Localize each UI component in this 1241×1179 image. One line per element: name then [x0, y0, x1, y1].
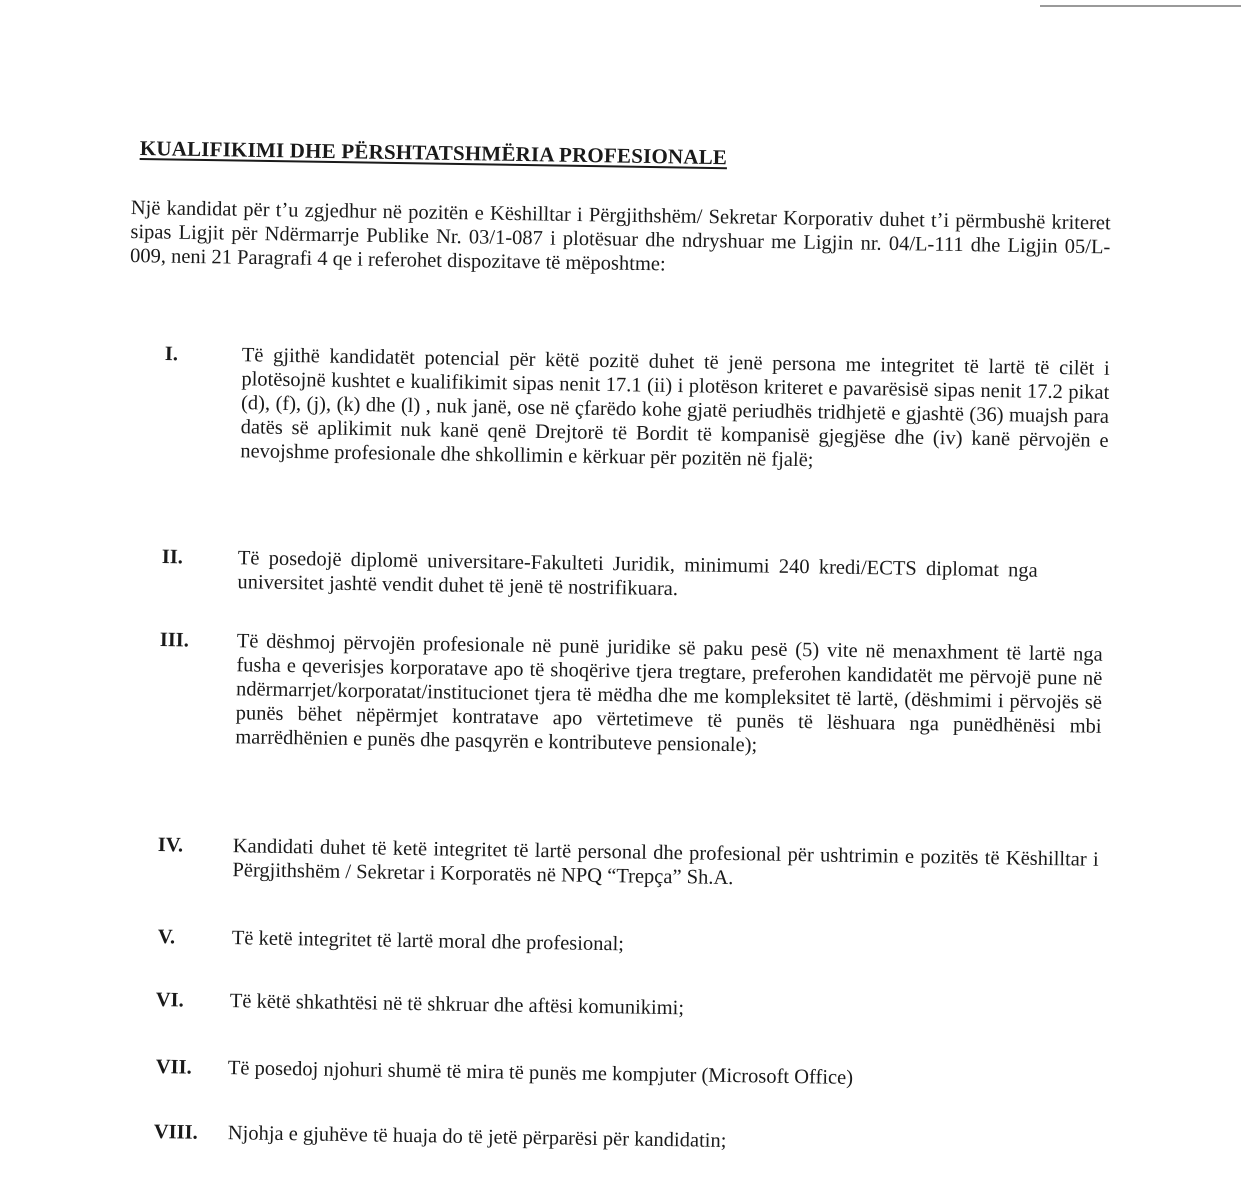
item-number: VI.	[155, 988, 184, 1012]
item-text: Të posedoj njohuri shumë të mira të punës me kompjuter (Microsoft Office)	[227, 1057, 854, 1089]
item-number: III.	[159, 628, 190, 652]
criteria-item	[157, 833, 1099, 896]
item-text: Të dëshmoj përvojën profesionale në punë juridike së paku pesë (5) vite në menaxhment të lartë nga fusha e qeverisjes korporatave apo të shoqërive tjera tregtare, preferohen kandidatët me përvojë pune në ndërmarrjet/korporatat/institucionet tjera të mëdha dhe me kompleksitet të lartë, (dëshmimi i përvojës së punës bëhet nëpërmjet kontratave apo vërtetimeve të punës të lëshuara nga punëdhënësi mbi marrëdhënien e punës dhe pasqyrën e kontributeve pensionale);	[235, 630, 1103, 757]
criteria-item	[158, 628, 1103, 763]
intro-paragraph: Një kandidat për t’u zgjedhur në pozitën e Këshilltar i Përgjithshëm/ Sekretar Korporativ duhet t’i përmbushë kriteret sipas Ligjit për Ndërmarrje Publike Nr. 03/1-087 i plotësuar dhe ndryshuar me Ligjin nr. 04/L-111 dhe Ligjin 05/L-009, neni 21 Paragrafi 4 qe i referohet dispozitave të mëposhtme:	[129, 196, 1111, 276]
criteria-item	[154, 1120, 727, 1153]
criteria-item	[161, 545, 1038, 607]
item-text: Të posedojë diplomë universitare-Fakulteti Juridik, minimumi 240 kredi/ECTS diplomat nga universitet jashtë vendit duhet të jenë të nostrifikuara.	[237, 547, 1038, 601]
item-number: V.	[157, 925, 176, 949]
document-title: KUALIFIKIMI DHE PËRSHTATSHMËRIA PROFESIONALE	[139, 136, 728, 170]
item-number: IV.	[157, 833, 184, 857]
criteria-item	[158, 925, 625, 956]
item-text: Të gjithë kandidatët potencial për këtë pozitë duhet të jenë persona me integritet të lartë të cilët i plotësojnë kushtet e kualifikimit sipas nenit 17.1 (ii) i plotëson kriteret e pavarësisë sipas nenit 17.2 pikat (d), (f), (j), (k) dhe (l) , nuk janë, ose në çfarëdo kohe gjatë periudhës tridhjetë e gjashtë (36) muajsh para datës së aplikimit nuk kanë qenë Drejtorë të Bordit të kompanisë gjegjëse dhe (iv) kanë përvojën e nevojshme profesionale dhe shkollimin e kërkuar për pozitën në fjalë;	[240, 344, 1110, 472]
criteria-item	[156, 988, 685, 1020]
criteria-item	[163, 342, 1110, 477]
item-number: II.	[161, 545, 184, 569]
item-number: I.	[164, 342, 179, 366]
item-text: Kandidati duhet të ketë integritet të lartë personal dhe profesional për ushtrimin e pozitës të Këshilltar i Përgjithshëm / Sekretar i Korporatës në NPQ “Trepça” Sh.A.	[232, 835, 1099, 890]
item-number: VII.	[155, 1055, 192, 1079]
item-number: VIII.	[153, 1120, 198, 1144]
item-text: Njohja e gjuhëve të huaja do të jetë përparësi për kandidatin;	[227, 1122, 727, 1152]
item-text: Të këtë shkathtësi në të shkruar dhe aftësi komunikimi;	[229, 990, 685, 1020]
item-text: Të ketë integritet të lartë moral dhe profesional;	[231, 927, 625, 956]
criteria-item	[156, 1055, 854, 1090]
